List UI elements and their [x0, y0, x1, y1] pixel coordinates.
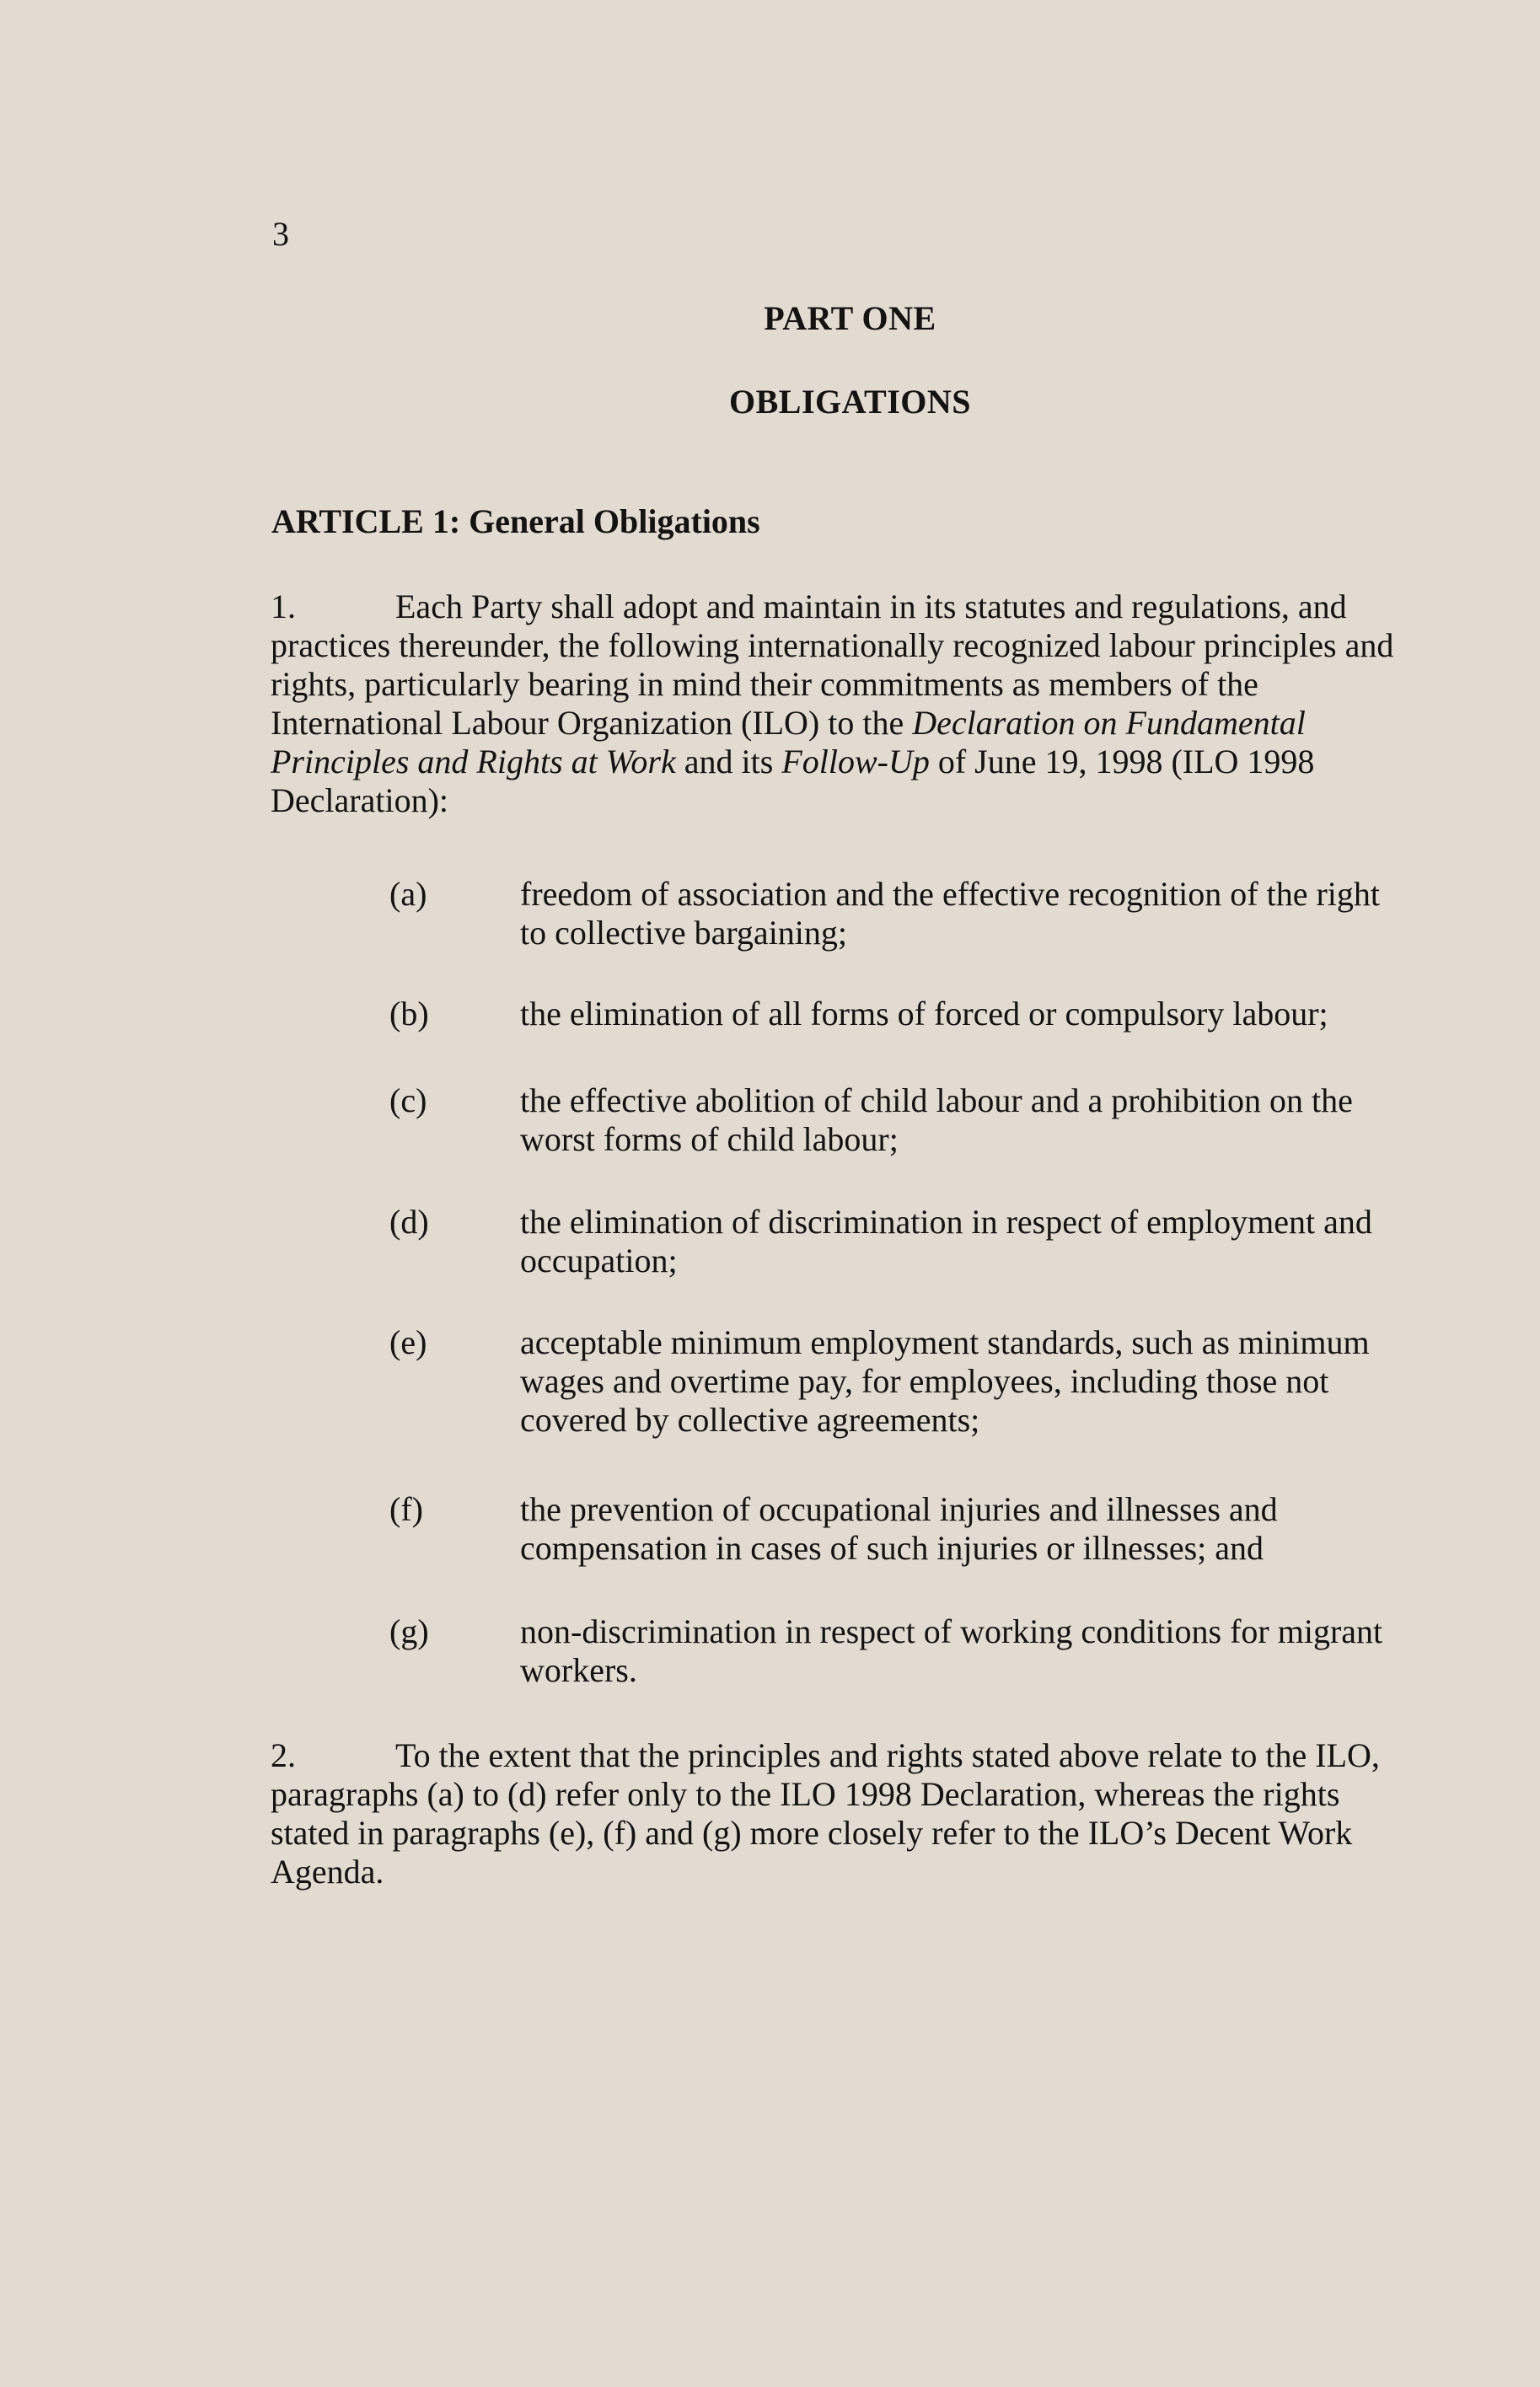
list-item-text: the elimination of discrimination in respect of employment and occupation;: [520, 1203, 1372, 1279]
part-subtitle: OBLIGATIONS: [728, 383, 972, 421]
list-item-label: (f): [389, 1490, 423, 1528]
paragraph-2: [271, 1736, 1409, 1891]
list-item-text: the effective abolition of child labour and a prohibition on the worst forms of child labour;: [520, 1081, 1353, 1158]
list-item-text: the elimination of all forms of forced or compulsory labour;: [520, 995, 1328, 1033]
paragraph-1: [271, 587, 1409, 820]
list-item-text: non-discrimination in respect of working conditions for migrant workers.: [520, 1612, 1383, 1689]
list-item-label: (b): [389, 995, 429, 1033]
paragraph-1-text-a: Each Party shall adopt and maintain in its statutes and regulations, and practices thereunder, the following internationally recognized labour principles and rights, particularly bearing in mind their commitments as members of the International Labour Organization (ILO) to the: [271, 587, 1394, 742]
list-item-text: freedom of association and the effective recognition of the right to collective bargaining;: [520, 875, 1380, 952]
paragraph-2-number: 2.: [271, 1736, 296, 1774]
page-number: 3: [272, 215, 289, 253]
paragraph-1-italic-declaration: Declaration on Fundamental Principles and Rights at Work: [271, 704, 1306, 780]
list-item-label: (g): [389, 1612, 429, 1650]
paragraph-1-number: 1.: [271, 587, 296, 625]
list-item-label: (c): [389, 1081, 427, 1119]
article-heading: ARTICLE 1: General Obligations: [271, 502, 760, 540]
paragraph-1-text-b: and its: [675, 743, 782, 780]
list-item-label: (e): [389, 1323, 427, 1361]
list-item-text: acceptable minimum employment standards, such as minimum wages and overtime pay, for employees, including those not covered by collective agreements;: [520, 1323, 1370, 1439]
paragraph-2-text: To the extent that the principles and rights stated above relate to the ILO, paragraphs (a) to (d) refer only to the ILO 1998 Declaration, whereas the rights stated in paragraphs (e), (f) and (g) more closely refer to the ILO’s Decent Work Agenda.: [271, 1736, 1380, 1891]
list-item-text: the prevention of occupational injuries and illnesses and compensation in cases of such injuries or illnesses; and: [520, 1490, 1278, 1567]
paragraph-1-italic-follow-up: Follow-Up: [781, 743, 930, 780]
paragraph-1-text-c: of June 19, 1998 (ILO 1998 Declaration):: [271, 743, 1315, 819]
part-title: PART ONE: [764, 299, 936, 337]
list-item-label: (d): [389, 1203, 429, 1241]
list-item-label: (a): [389, 875, 427, 913]
